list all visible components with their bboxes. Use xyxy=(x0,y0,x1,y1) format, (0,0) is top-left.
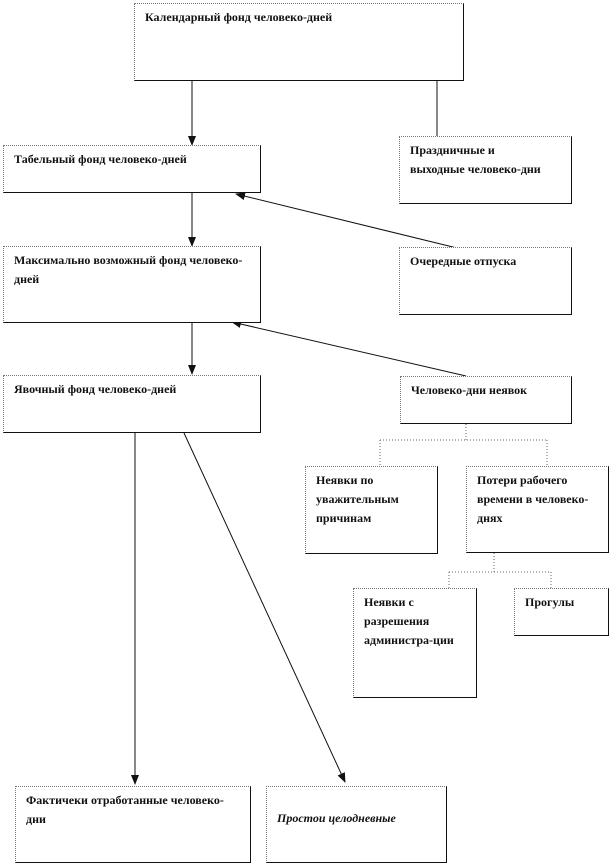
box-holidays xyxy=(399,136,572,204)
box-actual-worked-days-label: Фактичеки отработанные человеко-дни xyxy=(26,793,224,826)
box-truancy-label: Прогулы xyxy=(525,595,575,609)
box-attendance-fund xyxy=(3,375,261,433)
box-full-day-downtime xyxy=(266,786,447,863)
box-admin-permitted-absences xyxy=(353,588,477,698)
box-max-possible-fund-label: Максимально возможный фонд человеко-дней xyxy=(14,253,243,286)
box-absence-days-label: Человеко-дни неявок xyxy=(411,383,528,397)
box-full-day-downtime-label: Простои целодневные xyxy=(277,811,396,825)
box-attendance-fund-label: Явочный фонд человеко-дней xyxy=(14,382,177,396)
box-truancy xyxy=(514,588,609,636)
tree-connectors-losses xyxy=(449,553,551,588)
box-work-time-losses-label: Потери рабочего времени в человеко-днях xyxy=(477,473,589,525)
box-admin-permitted-absences-label: Неявки с разрешения администра-ции xyxy=(364,595,454,647)
box-max-possible-fund xyxy=(3,246,261,323)
box-calendar-fund xyxy=(134,3,464,81)
box-regular-vacations-label: Очередные отпуска xyxy=(410,254,517,268)
arrow-absences-to-max xyxy=(232,322,466,376)
tree-connectors-absences xyxy=(380,424,547,466)
box-regular-vacations xyxy=(399,247,572,315)
box-calendar-fund-label: Календарный фонд человеко-дней xyxy=(145,10,333,24)
box-excused-absences xyxy=(305,466,438,554)
box-work-time-losses xyxy=(466,466,609,553)
box-timesheet-fund-label: Табельный фонд человеко-дней xyxy=(14,152,187,166)
box-absence-days xyxy=(400,376,572,424)
box-timesheet-fund xyxy=(3,145,261,193)
box-excused-absences-label: Неявки по уважительным причинам xyxy=(316,473,399,525)
box-actual-worked-days xyxy=(15,786,251,863)
box-holidays-label: Праздничные и выходные человеко-дни xyxy=(410,143,541,176)
